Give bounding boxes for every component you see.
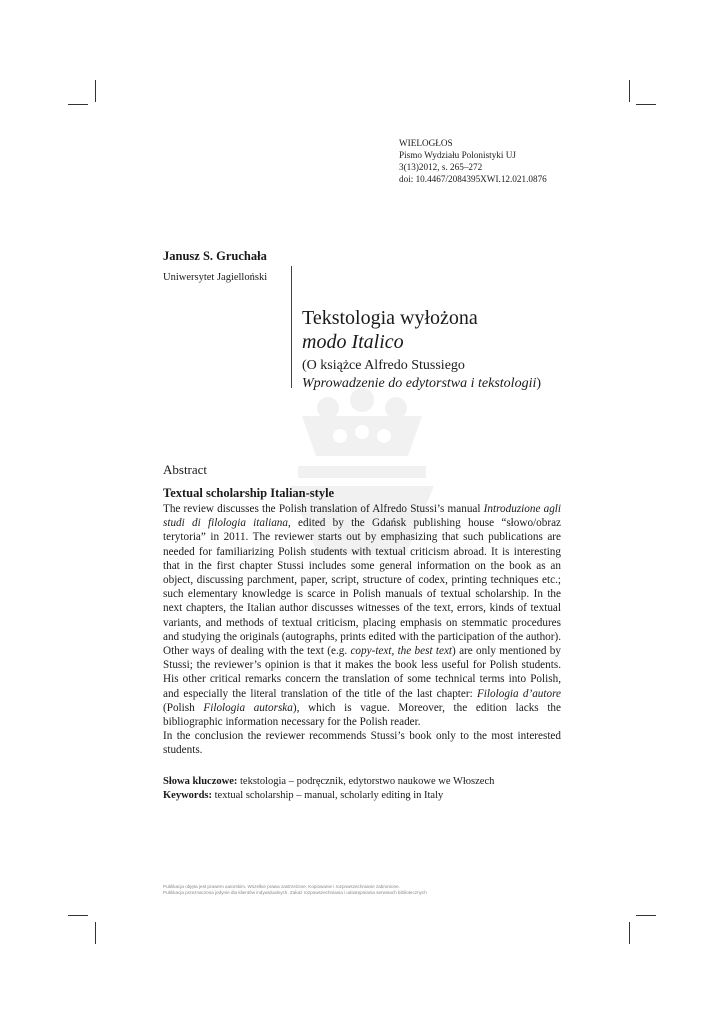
keywords-polish-value: tekstologia – podręcznik, edytorstwo naukowe we Włoszech	[237, 776, 495, 787]
keywords-block	[163, 775, 583, 803]
abstract-text: (Polish	[163, 701, 204, 714]
title-line-2: modo Italico	[302, 331, 404, 353]
journal-header	[399, 137, 547, 185]
copyright-line-1: Publikacja objęta jest prawem autorskim. Wszelkie prawa zastrzeżone. Kopiowanie i rozpowszechnianie zabronione.	[163, 884, 400, 889]
subtitle-suffix: )	[536, 376, 542, 391]
keywords-english-value: textual scholarship – manual, scholarly editing in Italy	[212, 790, 444, 801]
article-title	[302, 306, 478, 354]
crop-mark-top-right-v	[629, 80, 630, 102]
crop-mark-top-left-h	[68, 104, 88, 105]
abstract-paragraph-1	[163, 502, 561, 729]
journal-publisher: Pismo Wydziału Polonistyki UJ	[399, 150, 516, 160]
abstract-text: The review discusses the Polish translation of Alfredo Stussi’s manual	[163, 503, 484, 515]
journal-doi: doi: 10.4467/2084395XWI.12.021.0876	[399, 174, 547, 184]
crop-mark-bottom-right-h	[636, 915, 656, 916]
crop-mark-top-right-h	[636, 104, 656, 105]
abstract-text: , edited by the Gdańsk publishing house “słowo/obraz terytoria” in 2011. The reviewer starts out by emphasizing that such publications are needed for familiarizing Polish students with textual criticism abroad. It is interesting that in the first chapter Stussi includes some general information on the book as an object, discussing parchment, paper, script, structure of codex, printing techniques etc.; such elementary knowledge is scarce in Polish manuals of textual scholarship. In the next chapters, the Italian author discusses witnesses of the text, errors, kinds of textual variants, and methods of textual criticism, placing emphasis on stemmatic procedures and studying the originals (autographs, prints edited with the participation of the author). Other ways of dealing with the text (e.g.	[163, 517, 561, 658]
abstract-chapter-title-pl: Filologia autorska	[203, 701, 293, 714]
abstract-term: copy-text, the best text	[350, 645, 453, 658]
crop-mark-bottom-left-h	[68, 915, 88, 916]
journal-name: WIELOGŁOS	[399, 138, 453, 148]
abstract-title: Textual scholarship Italian-style	[163, 486, 335, 500]
crop-mark-bottom-right-v	[629, 922, 630, 944]
abstract-text: ) are only mentioned by Stussi; the reviewer’s opinion is that it makes the book less useful for Polish students. His other critical remarks concern the translation of some technical terms into Polish, and especially the literal translation of the title of the last chapter:	[163, 645, 561, 700]
author-name: Janusz S. Gruchała	[163, 249, 267, 263]
author-affiliation: Uniwersytet Jagielloński	[163, 272, 268, 283]
crop-mark-top-left-v	[95, 80, 96, 102]
abstract-paragraph-2: In the conclusion the reviewer recommends Stussi’s book only to the most interested students.	[163, 730, 561, 757]
article-subtitle	[302, 357, 541, 393]
abstract-heading: Abstract	[163, 462, 208, 477]
journal-issue: 3(13)2012, s. 265–272	[399, 162, 483, 172]
crop-mark-bottom-left-v	[95, 922, 96, 944]
keywords-english-label: Keywords:	[163, 790, 212, 801]
abstract-book-title: Introduzione agli studi di filologia italiana	[163, 503, 562, 530]
subtitle-book: Wprowadzenie do edytorstwa i tekstologii	[302, 376, 537, 391]
subtitle-prefix: (O książce Alfredo Stussiego	[302, 358, 465, 373]
abstract-chapter-title: Filologia d’autore	[476, 687, 561, 700]
title-divider	[291, 266, 292, 388]
keywords-english	[163, 789, 583, 803]
keywords-polish	[163, 775, 583, 789]
abstract-body	[163, 502, 561, 758]
keywords-polish-label: Słowa kluczowe:	[163, 776, 238, 787]
copyright-line-2: Publikacja przeznaczona jedynie dla klientów indywidualnych. Zakaz rozpowszechniania i udostępniania serwisach bibliotecznych	[163, 890, 427, 895]
subtitle-line-2	[302, 375, 541, 393]
title-line-1: Tekstologia wyłożona	[302, 307, 478, 329]
abstract-text: ), which is vague. Moreover, the edition lacks the bibliographic information necessary for the Polish reader.	[163, 701, 561, 729]
copyright-notice	[163, 884, 427, 896]
